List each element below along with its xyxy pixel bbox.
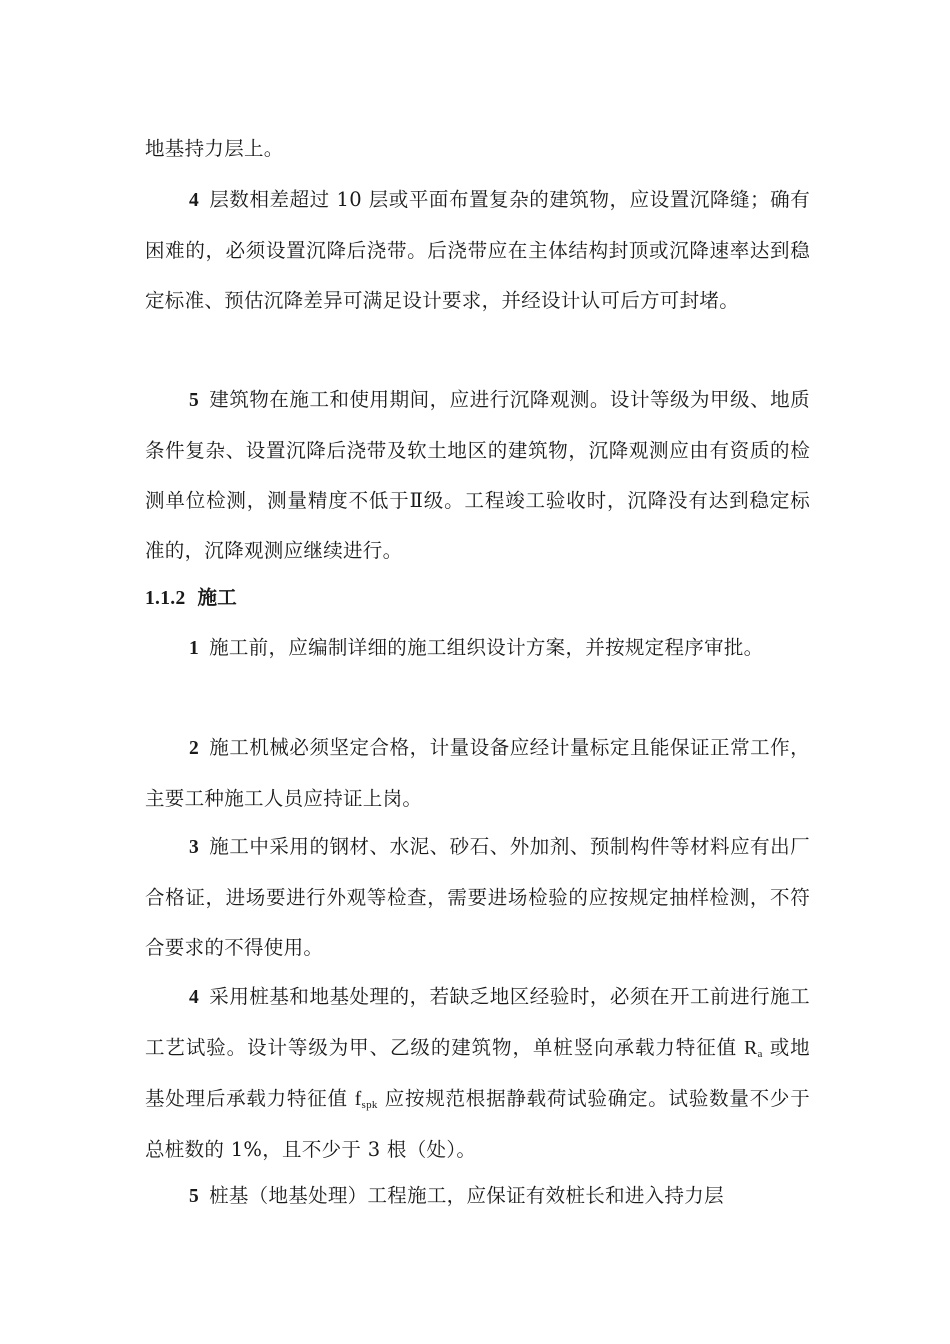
item-text: 施工机械必须坚定合格，计量设备应经计量标定且能保证正常工作，主要工种施工人员应持证上岗。 xyxy=(145,736,810,810)
continuation-text: 地基持力层上。 xyxy=(145,137,284,160)
design-item-4 xyxy=(145,175,810,326)
item-text-b: 或地基处理后承载力特征值 xyxy=(145,1036,810,1110)
symbol-subscript: spk xyxy=(361,1099,378,1111)
item-text-c: 应按规范根据静载荷试验确定。试验数量不少于总桩数的 1%，且不少于 3 根（处）。 xyxy=(145,1087,810,1161)
symbol-base: f xyxy=(354,1089,362,1110)
construction-item-2 xyxy=(145,723,810,824)
section-title: 施工 xyxy=(197,588,238,609)
item-number: 5 xyxy=(189,390,200,411)
symbol-subscript: a xyxy=(757,1048,763,1060)
item-text: 施工前，应编制详细的施工组织设计方案，并按规定程序审批。 xyxy=(209,636,764,659)
item-number: 4 xyxy=(189,190,200,211)
construction-item-3 xyxy=(145,822,810,973)
item-number: 5 xyxy=(189,1186,200,1207)
item-number: 3 xyxy=(189,837,200,858)
item-text: 层数相差超过 10 层或平面布置复杂的建筑物，应设置沉降缝；确有困难的，必须设置沉降后浇带。后浇带应在主体结构封顶或沉降速率达到稳定标准、预估沉降差异可满足设计要求，并经设计认可后方可封堵。 xyxy=(145,188,810,312)
item-text: 建筑物在施工和使用期间，应进行沉降观测。设计等级为甲级、地质条件复杂、设置沉降后浇带及软土地区的建筑物，沉降观测应由有资质的检测单位检测，测量精度不低于Ⅱ级。工程竣工验收时，沉降没有达到稳定标准的，沉降观测应继续进行。 xyxy=(145,388,810,562)
item-text-a: 采用桩基和地基处理的，若缺乏地区经验时，必须在开工前进行施工工艺试验。设计等级为甲、乙级的建筑物，单桩竖向承载力特征值 xyxy=(145,985,810,1059)
construction-item-5 xyxy=(145,1171,810,1222)
construction-item-1 xyxy=(145,623,810,674)
continuation-block xyxy=(145,124,810,174)
symbol-ra xyxy=(744,1038,763,1059)
symbol-base: R xyxy=(744,1038,758,1059)
construction-item-4 xyxy=(145,972,810,1175)
section-number: 1.1.2 xyxy=(145,588,186,609)
section-heading xyxy=(145,574,810,624)
item-text: 桩基（地基处理）工程施工，应保证有效桩长和进入持力层 xyxy=(209,1184,724,1207)
item-number: 1 xyxy=(189,638,200,659)
item-text: 施工中采用的钢材、水泥、砂石、外加剂、预制构件等材料应有出厂合格证，进场要进行外观等检查，需要进场检验的应按规定抽样检测，不符合要求的不得使用。 xyxy=(145,835,810,959)
item-number: 2 xyxy=(189,738,200,759)
item-number: 4 xyxy=(189,987,200,1008)
symbol-fspk xyxy=(355,1089,378,1110)
design-item-5 xyxy=(145,375,810,576)
